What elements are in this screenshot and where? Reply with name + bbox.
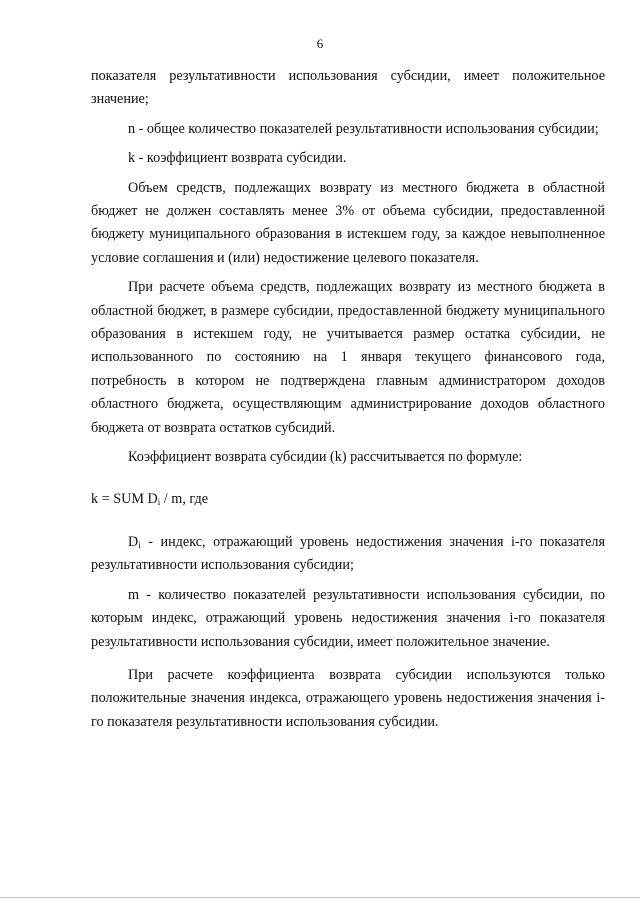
paragraph-refund-calculation: При расчете объема средств, подлежащих возврату из местного бюджета в областной бюджет, в размере субсидии, предоставленной бюджету муниципального образования в истекшем году, не учитывается размер остатка субсидии, не использованного по состоянию на 1 января текущего финансового года, потребность в котором не подтверждена главным администратором доходов областного бюджета, осуществляющим администрирование доходов областного бюджета от возврата остатков субсидий. bbox=[91, 279, 605, 436]
di-subscript: i bbox=[138, 539, 141, 550]
di-text: - индекс, отражающий уровень недостижения значения i-го показателя результативности использования субсидии; bbox=[91, 533, 605, 574]
formula-suffix: / m, где bbox=[160, 490, 209, 507]
paragraph-n-definition: n - общее количество показателей результативности использования субсидии; bbox=[128, 120, 599, 137]
paragraph-formula-intro: Коэффициент возврата субсидии (k) рассчитывается по формуле: bbox=[128, 449, 523, 466]
formula-subscript: i bbox=[157, 496, 161, 507]
paragraph-k-definition: k - коэффициент возврата субсидии. bbox=[128, 150, 347, 167]
paragraph-refund-volume: Объем средств, подлежащих возврату из местного бюджета в областной бюджет не должен составлять менее 3% от объема субсидии, предоставленной бюджету муниципального образования в истекшем году, за каждое невыполненное условие соглашения и (или) недостижение целевого показателя. bbox=[91, 179, 605, 266]
paragraph-di-definition bbox=[91, 531, 605, 578]
paragraph-m-definition: m - количество показателей результативности использования субсидии, по которым индекс, отражающий уровень недостижения значения i-го показателя результативности использования субсидии, имеет положительное значение. bbox=[91, 586, 605, 650]
paragraph-continuation: показателя результативности использования субсидии, имеет положительное значение; bbox=[91, 68, 605, 108]
page-number: 6 bbox=[316, 36, 324, 51]
formula-prefix: k = SUM D bbox=[91, 490, 158, 507]
di-letter: D bbox=[128, 533, 139, 550]
document-body bbox=[91, 65, 605, 734]
page-bottom-edge bbox=[0, 897, 640, 898]
paragraph-positive-values: При расчете коэффициента возврата субсидии используются только положительные значения индекса, отражающего уровень недостижения значения i-го показателя результативности использования субсидии. bbox=[91, 666, 605, 730]
formula bbox=[91, 488, 605, 511]
